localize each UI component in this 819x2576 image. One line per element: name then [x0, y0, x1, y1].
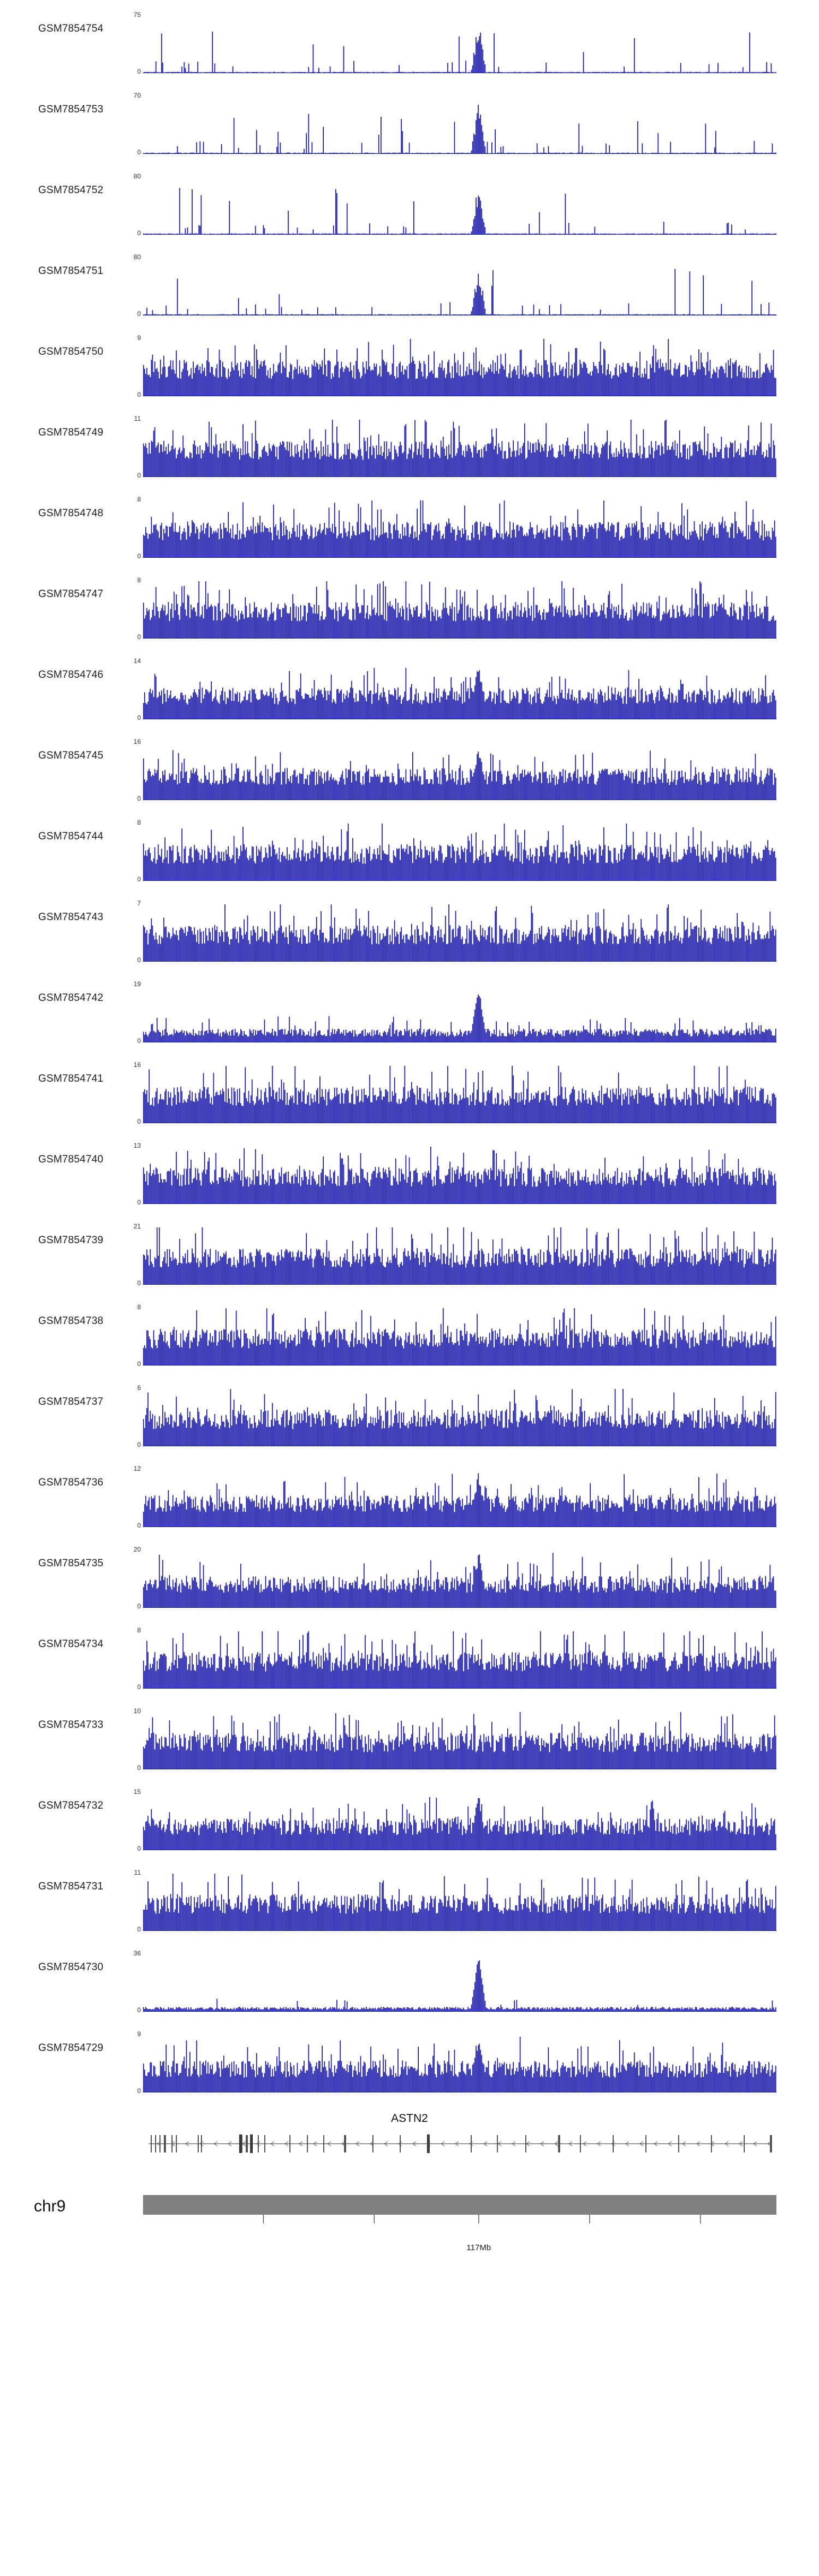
track-sample-label: GSM7854747 — [38, 588, 104, 600]
chromosome-label: chr9 — [34, 2197, 66, 2215]
coverage-track[interactable] — [0, 1131, 819, 1212]
track-axis-min: 0 — [137, 2087, 141, 2095]
coverage-track[interactable] — [0, 81, 819, 162]
coverage-track[interactable] — [0, 1858, 819, 1939]
track-axis-max: 12 — [133, 1465, 141, 1472]
chromosome-ideogram-track[interactable] — [0, 2182, 819, 2286]
track-axis-min: 0 — [137, 2006, 141, 2014]
coverage-track[interactable] — [0, 969, 819, 1050]
track-axis-max: 20 — [133, 1546, 141, 1553]
coverage-track[interactable] — [0, 1212, 819, 1292]
track-axis-min: 0 — [137, 875, 141, 883]
track-sample-label: GSM7854743 — [38, 911, 104, 923]
track-axis-min: 0 — [137, 714, 141, 721]
coverage-plot[interactable] — [143, 1953, 776, 2012]
track-axis-max: 11 — [134, 1869, 141, 1876]
track-axis-max: 19 — [133, 980, 141, 988]
coverage-track[interactable] — [0, 1292, 819, 1373]
coverage-track[interactable] — [0, 242, 819, 323]
coverage-plot[interactable] — [143, 337, 776, 396]
track-axis-max: 8 — [137, 819, 141, 826]
coverage-track[interactable] — [0, 1535, 819, 1615]
track-sample-label: GSM7854751 — [38, 265, 104, 277]
coverage-plot[interactable] — [143, 741, 776, 800]
coverage-plot[interactable] — [143, 499, 776, 558]
track-axis-min: 0 — [137, 1764, 141, 1772]
coverage-track[interactable] — [0, 1615, 819, 1696]
track-axis-min: 0 — [137, 1198, 141, 1206]
coverage-track[interactable] — [0, 485, 819, 565]
track-axis-max: 13 — [133, 1142, 141, 1149]
track-sample-label: GSM7854729 — [38, 2042, 104, 2054]
track-axis-max: 70 — [133, 92, 141, 99]
track-sample-label: GSM7854734 — [38, 1638, 104, 1650]
track-axis-min: 0 — [137, 795, 141, 802]
track-axis-max: 75 — [133, 11, 141, 19]
track-sample-label: GSM7854739 — [38, 1235, 104, 1246]
track-axis-max: 15 — [133, 1788, 141, 1796]
coverage-track[interactable] — [0, 565, 819, 646]
track-axis-max: 10 — [133, 1707, 141, 1715]
coordinate-tick-label: 117Mb — [466, 2243, 491, 2252]
track-sample-label: GSM7854741 — [38, 1073, 104, 1084]
track-axis-min: 0 — [137, 633, 141, 641]
coverage-plot[interactable] — [143, 1307, 776, 1365]
gene-name-label: ASTN2 — [391, 2112, 428, 2125]
track-axis-max: 36 — [133, 1949, 141, 1957]
coverage-plot[interactable] — [143, 14, 776, 73]
track-axis-max: 80 — [133, 253, 141, 261]
coverage-plot[interactable] — [143, 95, 776, 154]
coverage-track[interactable] — [0, 646, 819, 727]
track-axis-min: 0 — [137, 310, 141, 318]
track-sample-label: GSM7854738 — [38, 1315, 104, 1327]
track-axis-min: 0 — [137, 68, 141, 75]
track-axis-min: 0 — [137, 472, 141, 479]
track-axis-min: 0 — [137, 1602, 141, 1610]
track-sample-label: GSM7854749 — [38, 427, 104, 438]
track-axis-min: 0 — [137, 1279, 141, 1287]
coverage-plot[interactable] — [143, 1387, 776, 1446]
track-axis-max: 8 — [137, 496, 141, 503]
track-axis-max: 16 — [133, 738, 141, 746]
track-axis-max: 9 — [137, 2030, 141, 2038]
coverage-track[interactable] — [0, 727, 819, 808]
coverage-plot[interactable] — [143, 1630, 776, 1689]
track-axis-max: 16 — [133, 1061, 141, 1069]
track-sample-label: GSM7854745 — [38, 750, 104, 761]
coverage-plot[interactable] — [143, 1549, 776, 1608]
track-axis-max: 8 — [137, 576, 141, 584]
track-axis-min: 0 — [137, 148, 141, 156]
coverage-track[interactable] — [0, 0, 819, 81]
track-sample-label: GSM7854746 — [38, 669, 104, 681]
track-axis-min: 0 — [137, 229, 141, 237]
track-sample-label: GSM7854731 — [38, 1881, 104, 1892]
track-sample-label: GSM7854733 — [38, 1719, 104, 1731]
coverage-track[interactable] — [0, 1939, 819, 2019]
coverage-plot[interactable] — [143, 1226, 776, 1285]
track-sample-label: GSM7854736 — [38, 1477, 104, 1488]
coverage-track[interactable] — [0, 2019, 819, 2100]
coverage-track[interactable] — [0, 404, 819, 485]
track-sample-label: GSM7854752 — [38, 184, 104, 196]
track-sample-label: GSM7854753 — [38, 104, 104, 115]
track-sample-label: GSM7854744 — [38, 831, 104, 842]
track-axis-max: 9 — [137, 334, 141, 342]
gene-model[interactable] — [143, 2128, 776, 2159]
track-sample-label: GSM7854748 — [38, 508, 104, 519]
coverage-track[interactable] — [0, 1777, 819, 1858]
track-sample-label: GSM7854732 — [38, 1800, 104, 1811]
track-axis-min: 0 — [137, 1845, 141, 1852]
coverage-plot[interactable] — [143, 176, 776, 235]
track-sample-label: GSM7854750 — [38, 346, 104, 357]
track-axis-min: 0 — [137, 1441, 141, 1448]
coverage-plot[interactable] — [143, 1791, 776, 1850]
coverage-plot[interactable] — [143, 257, 776, 315]
coverage-plot[interactable] — [143, 580, 776, 639]
coverage-track[interactable] — [0, 162, 819, 242]
track-sample-label: GSM7854737 — [38, 1396, 104, 1408]
coverage-plot[interactable] — [143, 1872, 776, 1931]
coverage-plot[interactable] — [143, 418, 776, 477]
coverage-plot[interactable] — [143, 1468, 776, 1527]
coverage-plot[interactable] — [143, 822, 776, 881]
track-sample-label: GSM7854754 — [38, 23, 104, 34]
coverage-track[interactable] — [0, 1050, 819, 1131]
track-axis-max: 7 — [137, 899, 141, 907]
track-axis-min: 0 — [137, 1118, 141, 1125]
chromosome-ideogram[interactable] — [143, 2192, 776, 2241]
gene-annotation-track[interactable] — [0, 2100, 819, 2182]
track-axis-max: 6 — [137, 1384, 141, 1392]
track-axis-min: 0 — [137, 1522, 141, 1529]
track-sample-label: GSM7854730 — [38, 1961, 104, 1973]
coverage-plot[interactable] — [143, 660, 776, 719]
track-sample-label: GSM7854735 — [38, 1558, 104, 1569]
track-axis-max: 8 — [137, 1626, 141, 1634]
track-axis-min: 0 — [137, 1925, 141, 1933]
track-axis-min: 0 — [137, 391, 141, 398]
track-sample-label: GSM7854740 — [38, 1154, 104, 1165]
track-axis-max: 14 — [133, 657, 141, 665]
track-sample-label: GSM7854742 — [38, 992, 104, 1004]
coverage-plot[interactable] — [143, 1710, 776, 1769]
track-axis-max: 80 — [133, 172, 141, 180]
coverage-track[interactable] — [0, 323, 819, 404]
track-axis-max: 11 — [134, 415, 141, 422]
coverage-track[interactable] — [0, 808, 819, 889]
track-axis-min: 0 — [137, 956, 141, 964]
track-axis-min: 0 — [137, 552, 141, 560]
coverage-track[interactable] — [0, 1696, 819, 1777]
track-axis-max: 8 — [137, 1303, 141, 1311]
coverage-plot[interactable] — [143, 903, 776, 962]
coverage-plot[interactable] — [143, 983, 776, 1042]
coverage-plot[interactable] — [143, 1064, 776, 1123]
coverage-track[interactable] — [0, 889, 819, 969]
coverage-plot[interactable] — [143, 1145, 776, 1204]
track-axis-min: 0 — [137, 1037, 141, 1045]
track-axis-min: 0 — [137, 1360, 141, 1368]
track-axis-max: 21 — [133, 1223, 141, 1230]
track-axis-min: 0 — [137, 1683, 141, 1691]
coverage-plot[interactable] — [143, 2034, 776, 2092]
coverage-track[interactable] — [0, 1373, 819, 1454]
coverage-track[interactable] — [0, 1454, 819, 1535]
